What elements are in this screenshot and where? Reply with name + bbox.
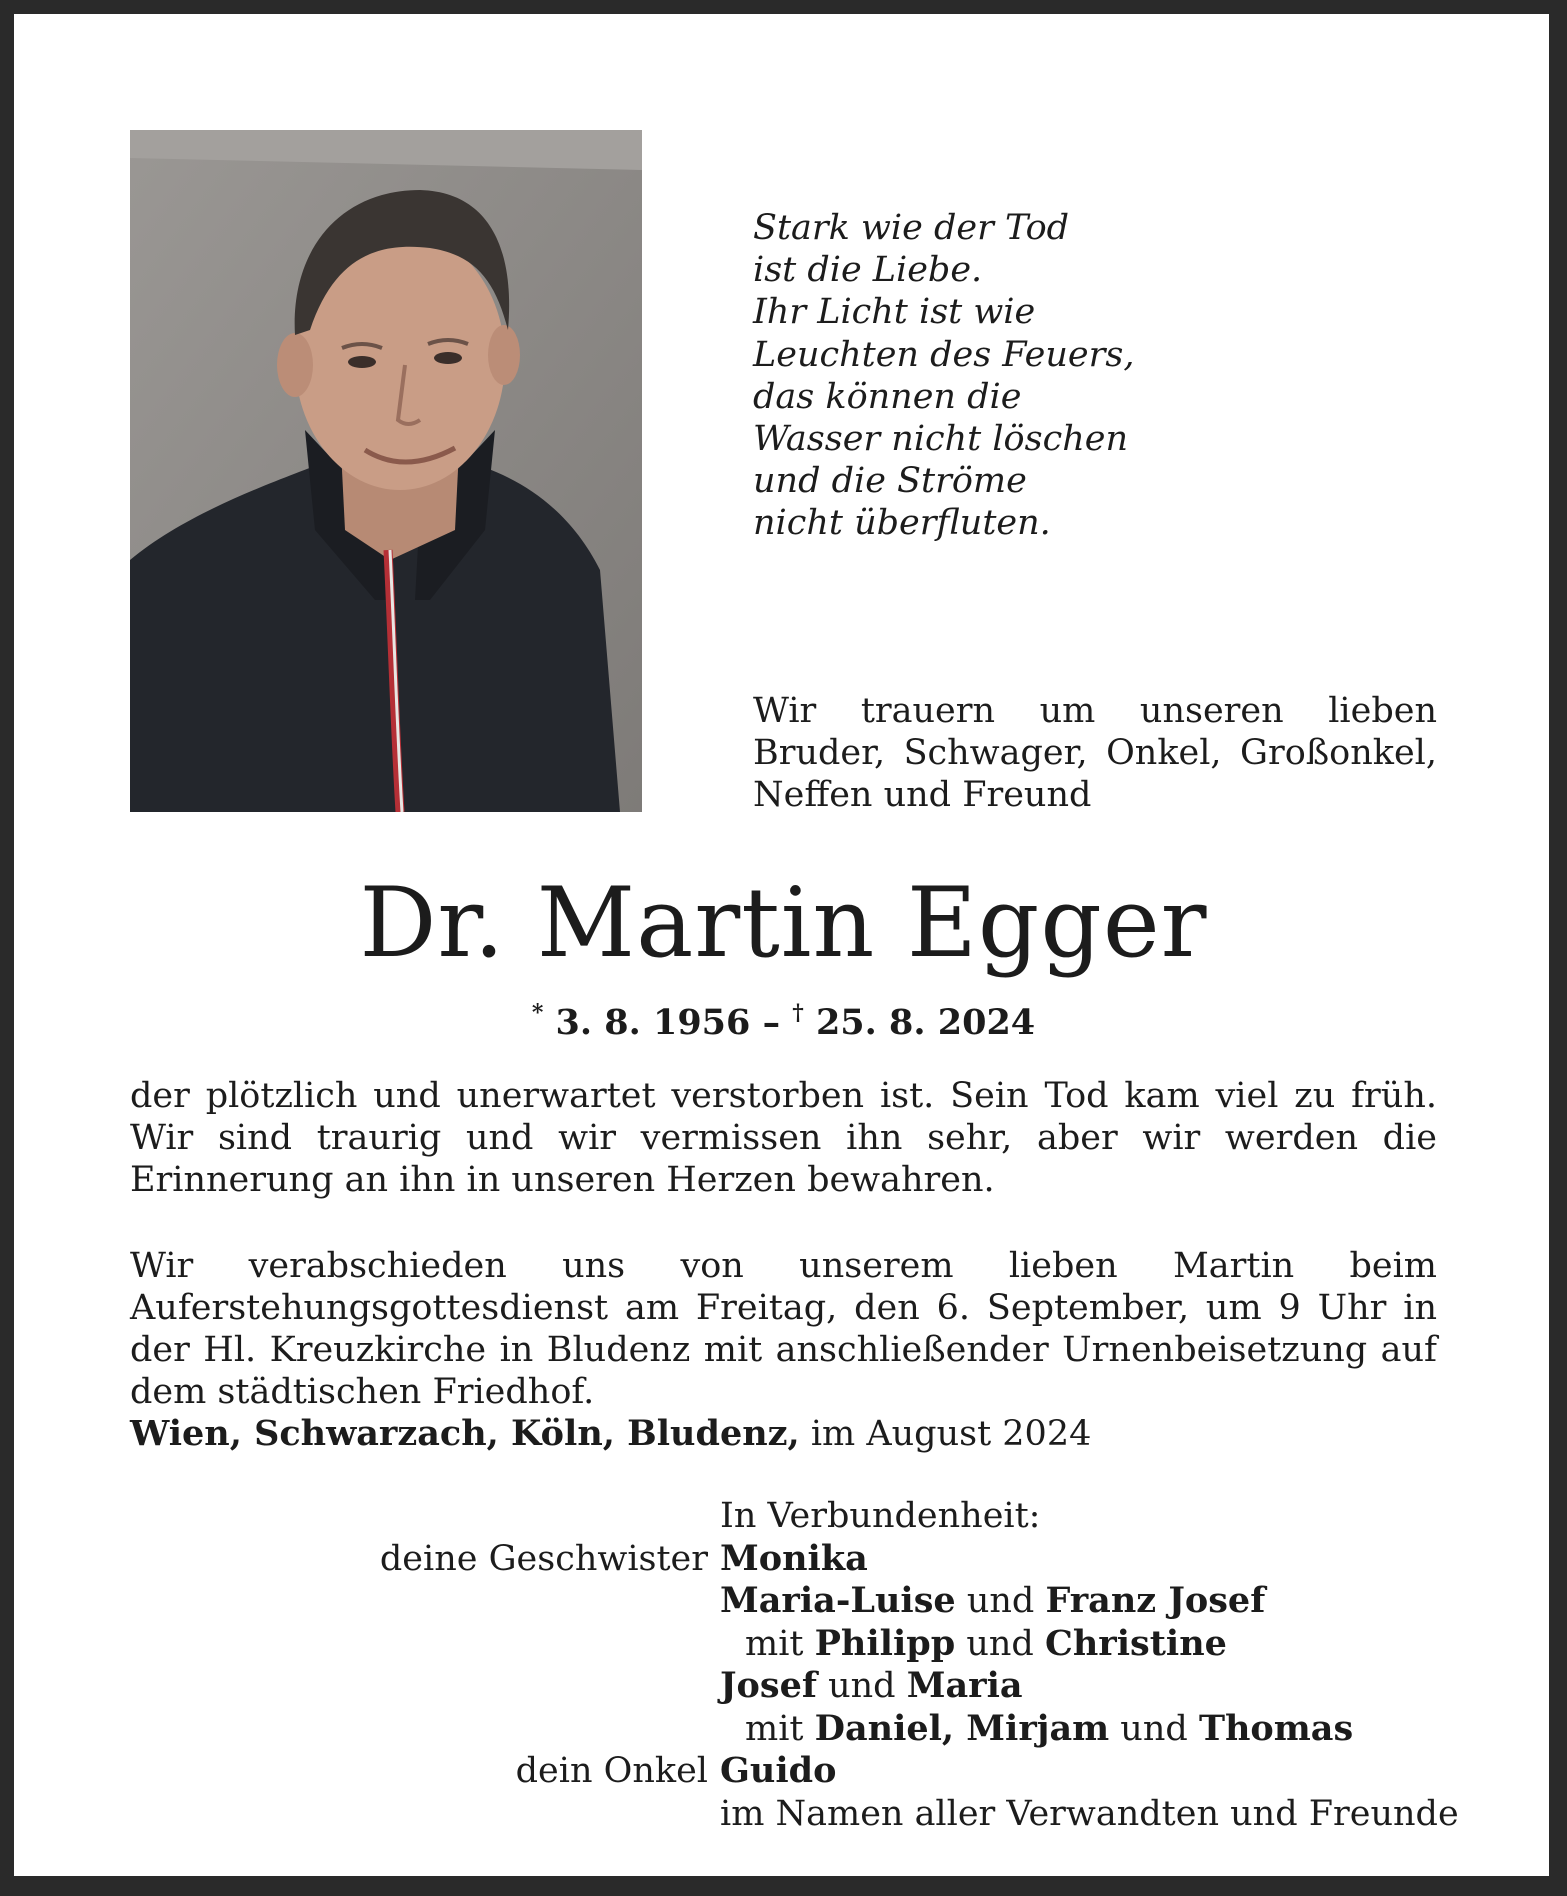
paragraph-funeral: Wir verabschieden uns von unserem lieben Martin beim Auferstehungsgottesdienst am Freitag, den 6. September, um 9 Uhr in der Hl. Kreuzkirche in Bludenz mit anschließender Urnenbeisetzung auf dem städtischen Friedhof. <box>130 1246 1437 1412</box>
conjunction: und <box>966 1623 1034 1664</box>
poem-line: das können die <box>753 376 1022 417</box>
portrait-illustration <box>130 130 642 812</box>
with-word: mit <box>745 1623 804 1664</box>
signatory-maria: Maria <box>906 1665 1023 1706</box>
portrait-photo <box>130 130 642 812</box>
signatory-name <box>720 1750 836 1793</box>
signature-row <box>0 1793 1567 1836</box>
signature-row <box>0 1623 1567 1666</box>
uncle-label: dein Onkel <box>515 1751 708 1791</box>
death-symbol: † <box>792 1000 804 1026</box>
date-separator: – <box>762 1002 781 1043</box>
poem-line: Leuchten des Feuers, <box>753 334 1135 375</box>
signatory-josef: Josef <box>720 1665 817 1706</box>
signatory-thomas: Thomas <box>1198 1707 1354 1749</box>
siblings-label: deine Geschwister <box>379 1538 708 1579</box>
birth-date: 3. 8. 1956 <box>555 1002 751 1043</box>
signature-intro: In Verbundenheit: <box>720 1496 1041 1536</box>
place-date <box>130 1413 1091 1455</box>
conjunction: und <box>1120 1708 1188 1749</box>
signature-row <box>0 1665 1567 1708</box>
signatory-franz-josef: Franz Josef <box>1045 1580 1266 1621</box>
life-dates <box>0 990 1567 1046</box>
signatory-name <box>745 1623 1227 1666</box>
place-cities: Wien, Schwarzach, Köln, Bludenz, <box>130 1413 800 1454</box>
signatures <box>0 1495 1567 1835</box>
conjunction: und <box>828 1666 896 1706</box>
signatory-maria-luise: Maria-Luise <box>720 1580 956 1621</box>
with-word: mit <box>745 1708 804 1749</box>
signatory-philipp: Philipp <box>814 1622 956 1664</box>
signatory-name <box>720 1538 868 1581</box>
signature-row <box>0 1750 1567 1793</box>
death-date: 25. 8. 2024 <box>815 1002 1036 1043</box>
signatory-monika: Monika <box>720 1537 868 1579</box>
signature-row <box>0 1708 1567 1751</box>
poem-line: Ihr Licht ist wie <box>753 292 1036 333</box>
signatory-daniel-mirjam: Daniel, Mirjam <box>814 1707 1110 1749</box>
signature-row <box>0 1538 1567 1581</box>
signatory-name <box>745 1708 1353 1751</box>
poem-line: und die Ströme <box>753 461 1027 502</box>
signature-row <box>0 1580 1567 1623</box>
signatory-name <box>720 1580 1265 1623</box>
signature-closing: im Namen aller Verwandten und Freunde <box>720 1793 1459 1834</box>
poem-line: Stark wie der Tod <box>753 208 1070 248</box>
poem-line: ist die Liebe. <box>753 250 983 291</box>
poem-line: nicht überfluten. <box>753 503 1051 544</box>
place-month: im August 2024 <box>810 1414 1092 1454</box>
poem-quote <box>753 207 1134 545</box>
mourning-text: Wir trauern um unseren lieben Bruder, Schwager, Onkel, Großonkel, Neffen und Freund <box>753 691 1437 815</box>
signatory-christine: Christine <box>1044 1622 1227 1664</box>
conjunction: und <box>966 1581 1035 1621</box>
paragraph-memory: der plötzlich und unerwartet verstorben ist. Sein Tod kam viel zu früh. Wir sind traurig und wir vermissen ihn sehr, aber wir werden die Erinnerung an ihn in unseren Herzen bewahren. <box>130 1076 1437 1200</box>
signatory-guido: Guido <box>720 1750 837 1791</box>
poem-line: Wasser nicht löschen <box>753 419 1128 460</box>
deceased-name: Dr. Martin Egger <box>359 867 1208 979</box>
birth-symbol: * <box>531 1000 544 1026</box>
signatory-name <box>720 1665 1023 1708</box>
signature-row <box>0 1495 1567 1538</box>
